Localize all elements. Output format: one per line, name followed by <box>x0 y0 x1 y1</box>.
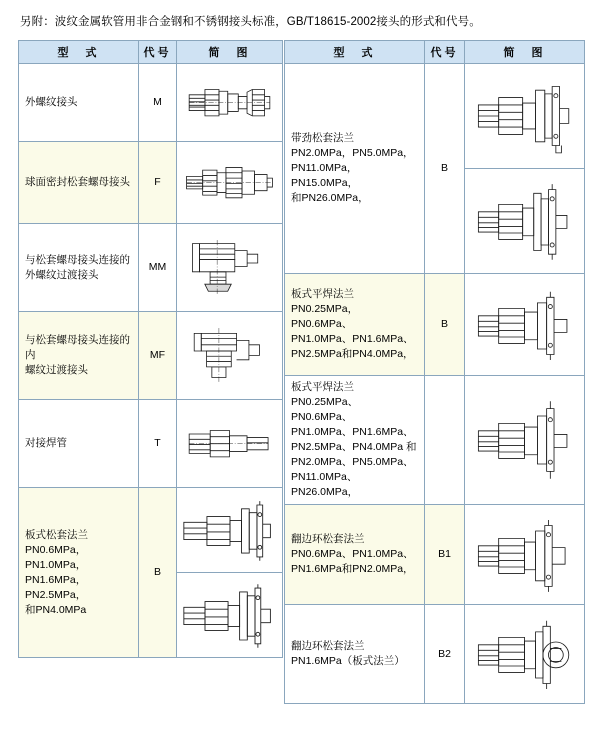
figure-cell <box>177 312 283 400</box>
table-row <box>19 64 283 142</box>
code-cell: B1 <box>425 505 465 605</box>
plate-lap-joint-flange-icon <box>180 490 280 570</box>
table-row <box>19 224 283 312</box>
table-row <box>19 312 283 400</box>
female-transition-adapter-icon <box>183 321 276 390</box>
ribbed-lap-flange-icon-2 <box>471 174 578 268</box>
table-row <box>19 488 283 658</box>
code-cell: B <box>425 64 465 274</box>
male-transition-adapter-figure <box>183 233 276 302</box>
header-type: 型 式 <box>285 41 425 64</box>
flared-ring-lap-flange-figure <box>471 510 578 600</box>
type-cell: 球面密封松套螺母接头 <box>19 142 139 224</box>
code-cell: MM <box>139 224 177 312</box>
type-cell: 板式松套法兰 PN0.6MPa，PN1.0MPa， PN1.6MPa，PN2.5MPa， 和PN4.0MPa <box>19 488 139 658</box>
type-cell: 板式平焊法兰 PN0.25MPa，PN0.6MPa、 PN1.0MPa、PN1.6MPa、 PN2.5MPa和PN4.0MPa， <box>285 274 425 376</box>
ribbed-lap-flange-figure-2 <box>471 174 578 268</box>
table-row <box>285 274 585 376</box>
figure-cell <box>465 605 585 704</box>
code-cell: T <box>139 400 177 488</box>
header-figure: 简 图 <box>465 41 585 64</box>
threaded-male-connector-figure <box>183 72 276 133</box>
code-cell <box>425 376 465 505</box>
type-cell: 对接焊管 <box>19 400 139 488</box>
figure-cell <box>465 376 585 505</box>
table-row <box>285 605 585 704</box>
butt-weld-pipe-icon <box>183 413 276 474</box>
table-row <box>19 400 283 488</box>
plate-welding-flange-figure-1 <box>471 280 578 370</box>
table-row <box>19 142 283 224</box>
tables-container <box>18 40 582 704</box>
male-transition-adapter-icon <box>183 233 276 302</box>
type-cell: 与松套螺母接头连接的 外螺纹过渡接头 <box>19 224 139 312</box>
code-cell: B <box>139 488 177 658</box>
flared-ring-lap-flange-icon <box>471 510 578 600</box>
spherical-seal-union-nut-figure <box>183 151 276 214</box>
figure-cell <box>465 505 585 605</box>
header-figure: 简 图 <box>177 41 283 64</box>
page-title: 另附：波纹金属软管用非合金钢和不锈钢接头标准，GB/T18615-2002接头的形式和代号。 <box>20 16 481 28</box>
code-cell: B2 <box>425 605 465 704</box>
plate-welding-flange-icon-1 <box>471 280 578 370</box>
plate-welding-flange-icon-2 <box>471 389 578 491</box>
right-spec-table <box>284 40 585 704</box>
plate-lap-joint-flange-icon-2 <box>180 575 280 655</box>
ribbed-lap-flange-icon-1 <box>471 69 578 163</box>
table-header-row <box>285 41 585 64</box>
type-cell: 板式平焊法兰 PN0.25MPa、PN0.6MPa、 PN1.0MPa、PN1.6MPa、 PN2.5MPa、PN4.0MPa 和 PN2.0MPa、PN5.0MPa、 PN11.0MPa、PN26.0MPa， <box>285 376 425 505</box>
ribbed-lap-flange-figure-1 <box>471 69 578 163</box>
header-type: 型 式 <box>19 41 139 64</box>
spherical-seal-union-nut-icon <box>183 151 276 214</box>
female-transition-adapter-figure <box>183 321 276 390</box>
figure-cell <box>177 400 283 488</box>
table-header-row <box>19 41 283 64</box>
code-cell: B <box>425 274 465 376</box>
code-cell: F <box>139 142 177 224</box>
header-code: 代号 <box>425 41 465 64</box>
figure-cell <box>177 64 283 142</box>
type-cell: 翻边环松套法兰 PN0.6MPa、PN1.0MPa、 PN1.6MPa和PN2.0MPa， <box>285 505 425 605</box>
figure-cell <box>177 488 283 658</box>
table-row <box>285 64 585 169</box>
type-cell: 外螺纹接头 <box>19 64 139 142</box>
threaded-male-connector-icon <box>183 72 276 133</box>
figure-cell <box>177 142 283 224</box>
type-cell: 带劲松套法兰 PN2.0MPa，PN5.0MPa， PN11.0MPa，PN15.0MPa， 和PN26.0MPa， <box>285 64 425 274</box>
figure-cell <box>465 64 585 169</box>
table-row <box>285 376 585 505</box>
figure-cell <box>177 224 283 312</box>
table-row <box>285 505 585 605</box>
plate-lap-joint-flange-figure-a <box>177 488 282 573</box>
flared-ring-lap-flange-plate-figure <box>471 609 578 699</box>
figure-cell <box>465 169 585 274</box>
plate-lap-joint-flange-figure-b <box>177 573 282 657</box>
flared-ring-lap-flange-plate-icon <box>471 609 578 699</box>
plate-welding-flange-figure-2 <box>471 389 578 491</box>
figure-cell <box>465 274 585 376</box>
header-code: 代号 <box>139 41 177 64</box>
code-cell: M <box>139 64 177 142</box>
butt-weld-pipe-figure <box>183 413 276 474</box>
left-spec-table <box>18 40 283 658</box>
type-cell: 翻边环松套法兰 PN1.6MPa（板式法兰） <box>285 605 425 704</box>
code-cell: MF <box>139 312 177 400</box>
type-cell: 与松套螺母接头连接的内 螺纹过渡接头 <box>19 312 139 400</box>
